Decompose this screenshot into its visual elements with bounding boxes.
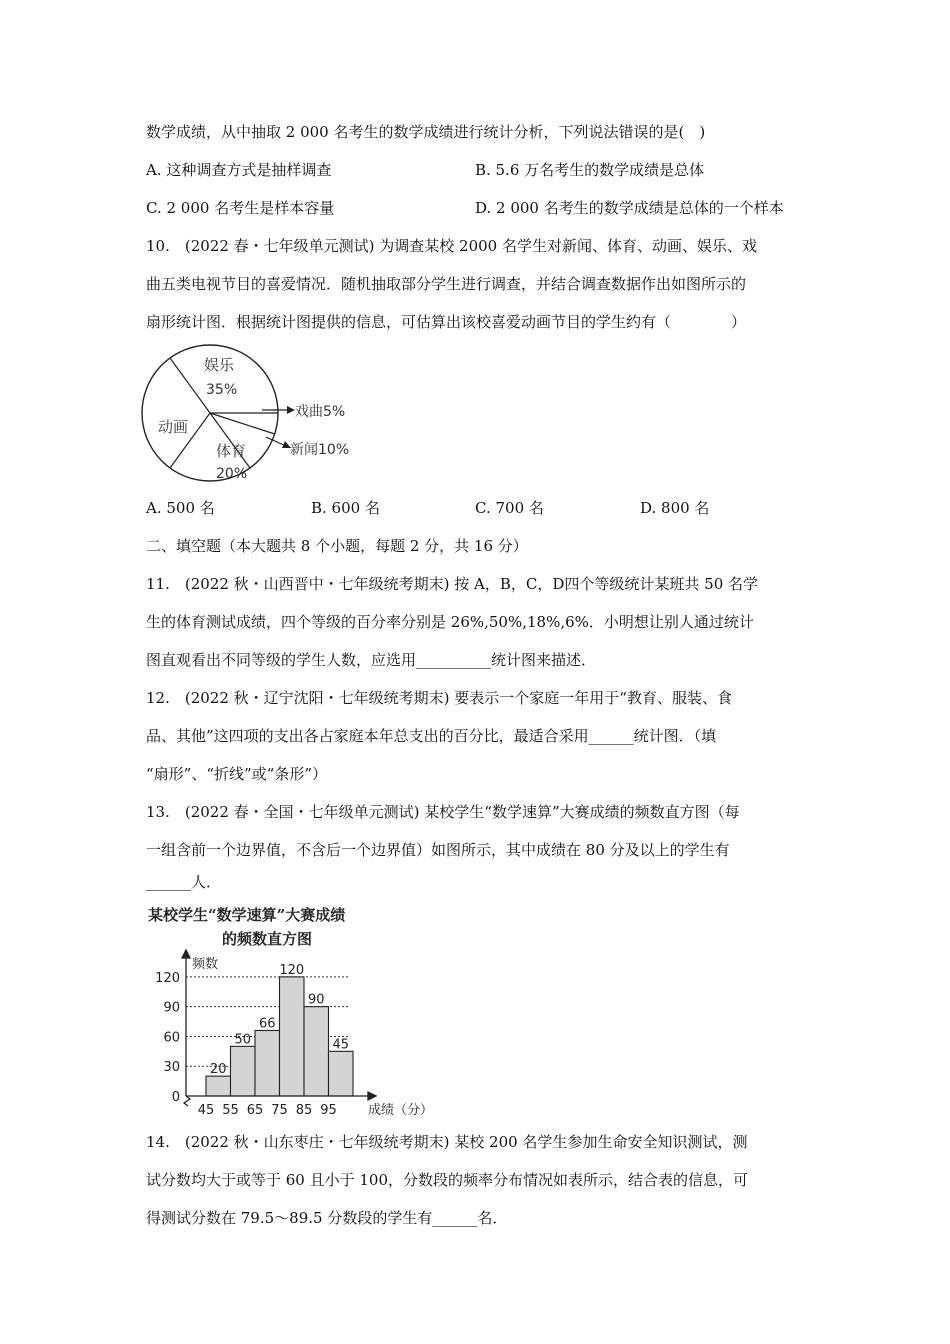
pie-pct-entertainment: 35% [206, 382, 238, 398]
q13-line1: 13. (2022 春・全国・七年级单元测试) 某校学生“数学速算”大赛成绩的频数直方图（每 [146, 803, 740, 821]
q12-line2: 品、其他”这四项的支出各占家庭本年总支出的百分比，最适合采用______统计图．（填 [146, 727, 717, 745]
q14-line1: 14. (2022 秋・山东枣庄・七年级统考期末) 某校 200 名学生参加生命安全知识测试，测 [146, 1133, 748, 1151]
pie-label-animation: 动画 [158, 418, 189, 436]
q9-option-c: C. 2 000 名考生是样本容量 [146, 199, 335, 217]
pie-chart [140, 340, 380, 488]
histogram-bar-2 [231, 1046, 256, 1096]
q12-line3: “扇形”、“折线”或“条形”） [146, 765, 328, 783]
pie-pct-sports: 20% [216, 466, 248, 482]
x-tick-label-75: 75 [271, 1103, 288, 1118]
q10-line2: 曲五类电视节目的喜爱情况．随机抽取部分学生进行调查，并结合调查数据作出如图所示的 [146, 275, 747, 293]
x-tick-label-85: 85 [295, 1103, 313, 1118]
histogram-subtitle: 的频数直方图 [222, 930, 313, 948]
q10-option-a: A. 500 名 [146, 499, 215, 517]
section-heading: 二、填空题（本大题共 8 个小题，每题 2 分，共 16 分） [146, 537, 528, 555]
q9-option-b: B. 5.6 万名考生的数学成绩是总体 [475, 161, 705, 179]
q14-line3: 得测试分数在 79.5～89.5 分数段的学生有______名． [146, 1209, 508, 1227]
x-tick-label-95: 95 [320, 1103, 337, 1118]
x-tick-label-65: 65 [246, 1103, 264, 1118]
histogram-ylabel: 频数 [192, 957, 219, 972]
q10-option-c: C. 700 名 [475, 499, 544, 517]
q10-option-b: B. 600 名 [311, 499, 380, 517]
bar-value-label-4: 120 [279, 962, 305, 978]
q13-line3: ______人． [146, 873, 222, 891]
x-axis-arrow [368, 1092, 376, 1100]
y-tick-label-60: 60 [163, 1030, 180, 1046]
xiqu-arrow-head [287, 406, 295, 414]
axis-break-mark [184, 1096, 190, 1106]
pie-label-entertainment: 娱乐 [204, 356, 235, 374]
q10-option-d: D. 800 名 [640, 499, 710, 517]
bar-value-label-3: 66 [258, 1016, 276, 1032]
q13-line2: 一组含前一个边界值，不含后一个边界值）如图所示，其中成绩在 80 分及以上的学生有 [146, 841, 730, 859]
histogram-bar-3 [255, 1030, 280, 1096]
q9-option-a: A. 这种调查方式是抽样调查 [146, 161, 332, 179]
bar-value-label-6: 45 [332, 1037, 350, 1053]
q9-option-d: D. 2 000 名考生的数学成绩是总体的一个样本 [475, 199, 784, 217]
histogram-bar-5 [304, 1007, 329, 1096]
histogram-chart [146, 900, 436, 1122]
q10-line1: 10. (2022 春・七年级单元测试) 为调查某校 2000 名学生对新闻、体育、动画、娱乐、戏 [146, 237, 757, 255]
q11-line1: 11. (2022 秋・山西晋中・七年级统考期末) 按 A，B，C，D四个等级统计某班共 50 名学 [146, 575, 759, 593]
pie-label-sports: 体育 [216, 442, 247, 460]
news-arrow-line [266, 437, 286, 446]
histogram-bar-4 [280, 977, 305, 1096]
q9-stem: 数学成绩，从中抽取 2 000 名考生的数学成绩进行统计分析，下列说法错误的是( ) [146, 123, 706, 141]
y-tick-label-120: 120 [155, 970, 180, 986]
pie-divider-3 [210, 413, 275, 434]
histogram-bar-1 [206, 1076, 231, 1096]
x-tick-label-55: 55 [222, 1103, 239, 1118]
pie-label-news: 新闻10% [290, 442, 350, 458]
bar-value-label-1: 20 [209, 1062, 227, 1078]
histogram-xlabel: 成绩（分） [368, 1103, 434, 1118]
bar-value-label-5: 90 [307, 992, 325, 1008]
q11-line2: 生的体育测试成绩，四个等级的百分率分别是 26%,50%,18%,6%．小明想让别人通过统计 [146, 613, 754, 631]
q14-line2: 试分数均大于或等于 60 且小于 100，分数段的频率分布情况如表所示，结合表的信息，可 [146, 1171, 749, 1189]
histogram-bar-6 [329, 1051, 354, 1096]
y-axis-arrow [182, 950, 190, 958]
q10-line3: 扇形统计图．根据统计图提供的信息，可估算出该校喜爱动画节目的学生约有（ ） [146, 313, 747, 331]
pie-label-xiqu: 戏曲5% [295, 404, 346, 420]
bar-value-label-2: 50 [234, 1032, 252, 1048]
y-tick-label-0: 0 [171, 1090, 180, 1105]
q12-line1: 12. (2022 秋・辽宁沈阳・七年级统考期末) 要表示一个家庭一年用于“教育、服装、食 [146, 689, 732, 707]
y-tick-label-90: 90 [163, 1000, 180, 1016]
histogram-title: 某校学生“数学速算”大赛成绩 [148, 906, 346, 924]
q11-line3: 图直观看出不同等级的学生人数，应选用__________统计图来描述． [146, 651, 597, 669]
x-tick-label-45: 45 [197, 1103, 215, 1118]
y-tick-label-30: 30 [163, 1060, 180, 1076]
